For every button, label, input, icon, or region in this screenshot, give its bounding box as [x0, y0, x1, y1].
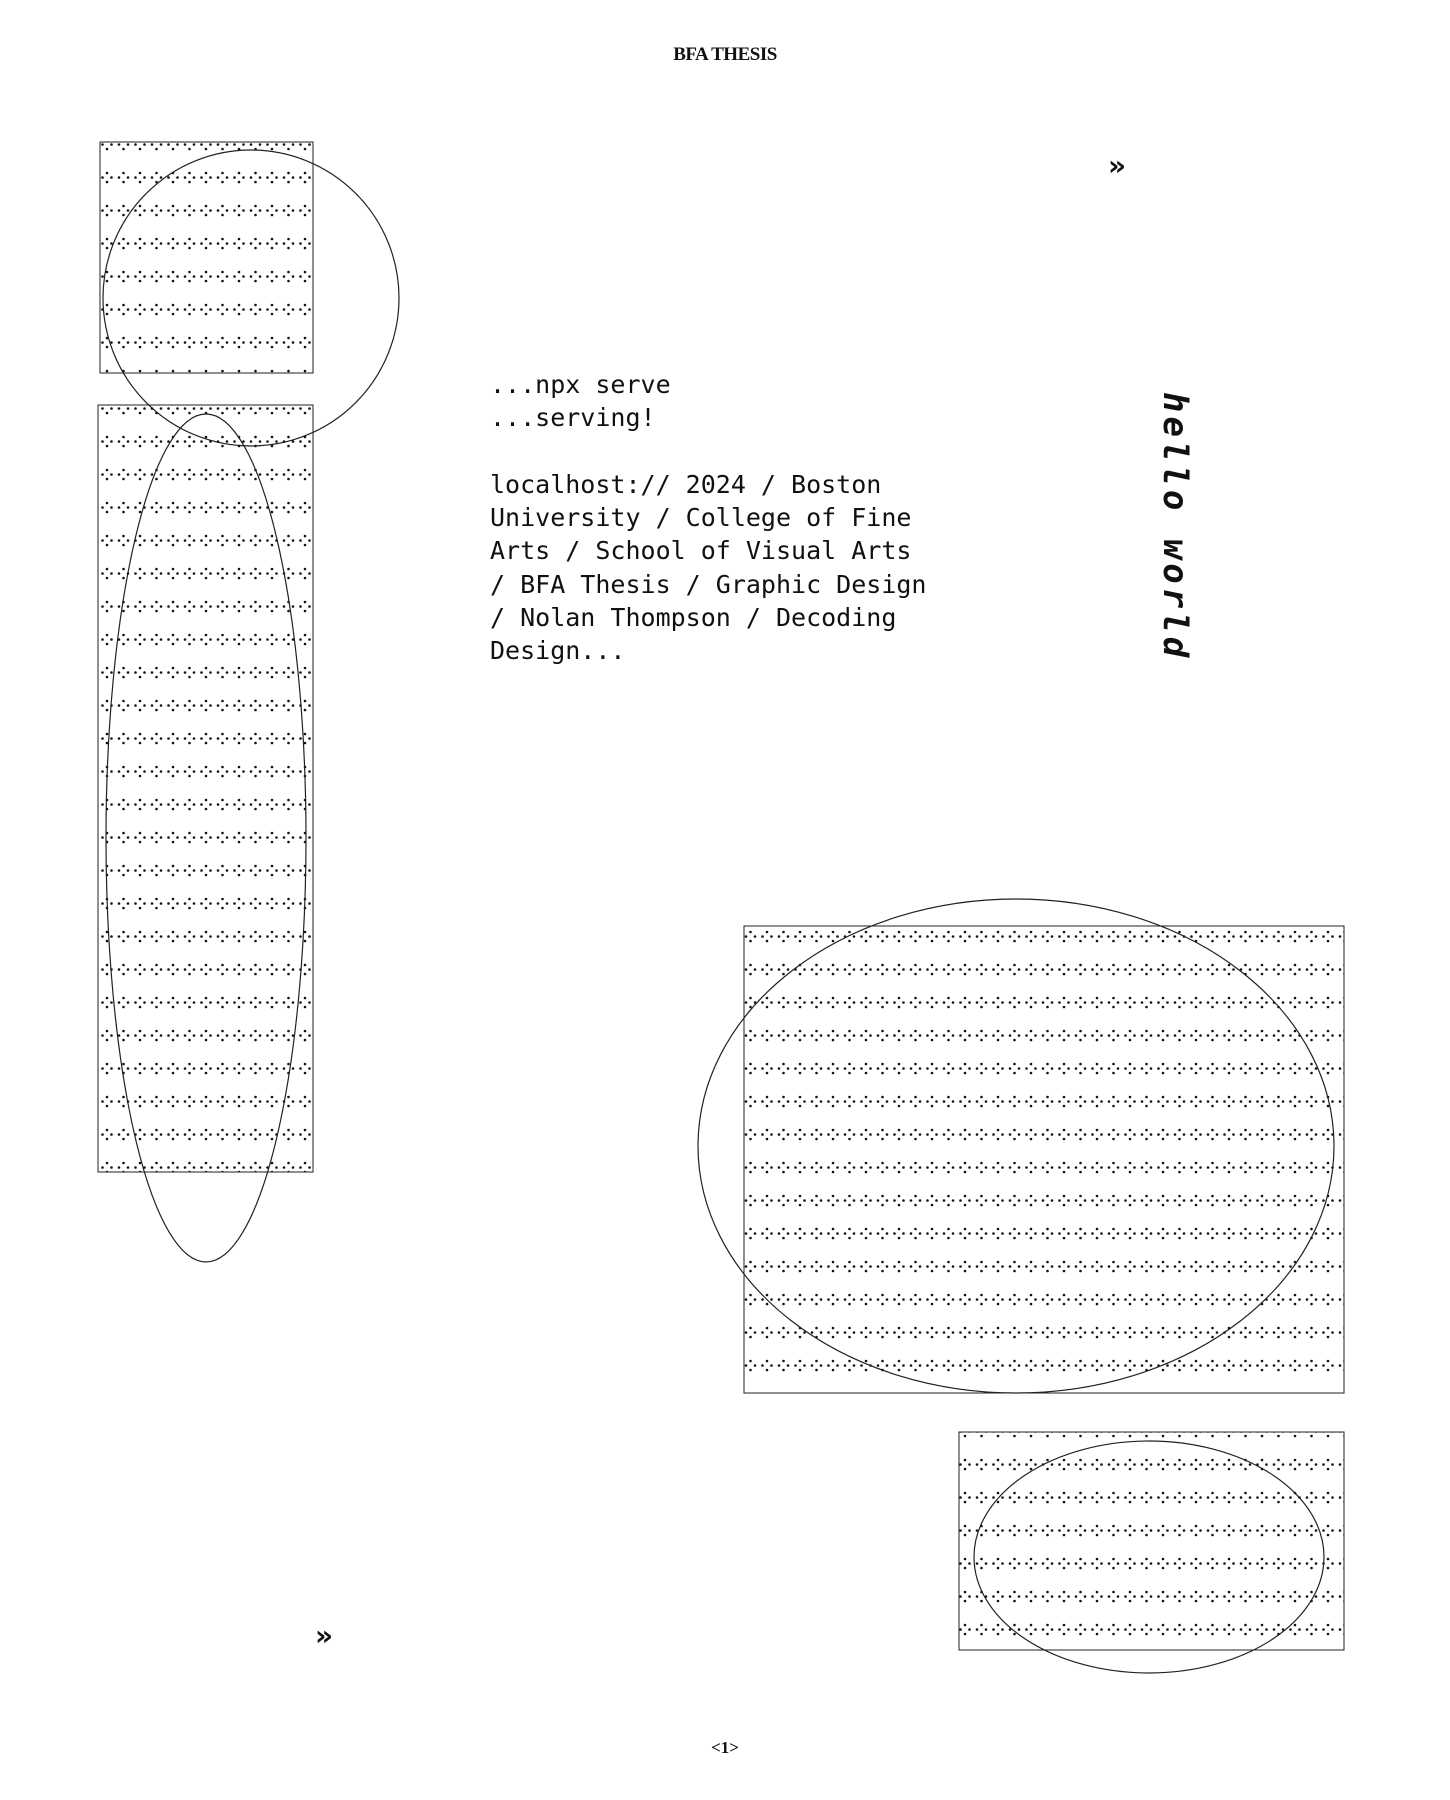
- pattern-block-large-right: [744, 926, 1344, 1393]
- pattern-block-tall-left: [98, 405, 313, 1172]
- hello-world-text: hello world: [1155, 392, 1195, 662]
- double-chevron-icon-bottom: »: [315, 1619, 334, 1652]
- page-number: <1>: [711, 1738, 739, 1757]
- pattern-block-top-left: [100, 142, 313, 373]
- page-title: BFA THESIS: [673, 44, 777, 65]
- double-chevron-icon-top: »: [1108, 149, 1127, 182]
- terminal-text: ...npx serve ...serving! localhost:// 2024 / Boston University / College of Fine Arts / School of Visual Arts / BFA Thesis / Graphic Design / Nolan Thompson / Decoding Design...: [490, 370, 927, 666]
- pattern-block-bottom-right: [959, 1432, 1344, 1650]
